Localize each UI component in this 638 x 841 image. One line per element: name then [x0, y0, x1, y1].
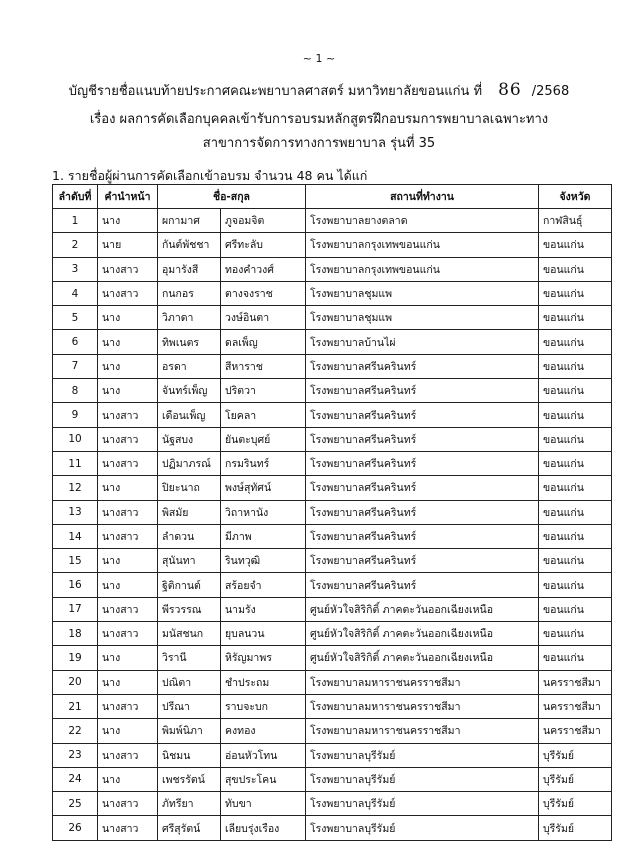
section-heading: 1. รายชื่อผู้ผ่านการคัดเลือกเข้าอบรม จำนวน 48 คน ได้แก่: [52, 168, 368, 183]
announcement-number: 86: [498, 80, 522, 100]
cell-prefix: นางสาว: [98, 403, 158, 427]
table-row: [53, 622, 612, 646]
table-row: [53, 379, 612, 403]
cell-province: ขอนแก่น: [539, 500, 612, 524]
cell-no: 5: [53, 306, 98, 330]
cell-no: 4: [53, 281, 98, 305]
cell-first-name: พีรวรรณ: [158, 597, 221, 621]
table-row: [53, 451, 612, 475]
cell-prefix: นางสาว: [98, 622, 158, 646]
table-row: [53, 573, 612, 597]
cell-first-name: ปฏิมาภรณ์: [158, 451, 221, 475]
cell-last-name: สุขประโคน: [221, 767, 306, 791]
cell-first-name: กนกอร: [158, 281, 221, 305]
table-body: [53, 209, 612, 841]
cell-first-name: พิมพ์นิภา: [158, 719, 221, 743]
cell-first-name: นิชมน: [158, 743, 221, 767]
cell-province: บุรีรัมย์: [539, 792, 612, 816]
cell-no: 13: [53, 500, 98, 524]
cell-prefix: นางสาว: [98, 500, 158, 524]
cell-last-name: มีภาพ: [221, 524, 306, 548]
cell-first-name: ลำดวน: [158, 524, 221, 548]
cell-prefix: นาง: [98, 354, 158, 378]
cell-workplace: โรงพยาบาลศรีนครินทร์: [306, 403, 539, 427]
cell-prefix: นาง: [98, 719, 158, 743]
cell-no: 21: [53, 694, 98, 718]
cell-last-name: วิถาหานัง: [221, 500, 306, 524]
cell-no: 8: [53, 379, 98, 403]
cell-no: 1: [53, 209, 98, 233]
table-row: [53, 354, 612, 378]
cell-no: 19: [53, 646, 98, 670]
cell-province: ขอนแก่น: [539, 646, 612, 670]
cell-province: ขอนแก่น: [539, 573, 612, 597]
cell-last-name: ทับขา: [221, 792, 306, 816]
table-row: [53, 306, 612, 330]
cell-first-name: วิภาดา: [158, 306, 221, 330]
cell-first-name: วิรานี: [158, 646, 221, 670]
cell-prefix: นาง: [98, 549, 158, 573]
header-no: ลำดับที่: [53, 185, 98, 209]
table-header-row: [53, 185, 612, 209]
cell-last-name: ชำประถม: [221, 670, 306, 694]
table-row: [53, 743, 612, 767]
cell-first-name: ปรีณา: [158, 694, 221, 718]
cell-first-name: ฐิติกานต์: [158, 573, 221, 597]
cell-workplace: โรงพยาบาลศรีนครินทร์: [306, 476, 539, 500]
cell-workplace: โรงพยาบาลมหาราชนครราชสีมา: [306, 694, 539, 718]
cell-province: นครราชสีมา: [539, 694, 612, 718]
cell-last-name: ทองคำวงศ์: [221, 257, 306, 281]
cell-workplace: โรงพยาบาลศรีนครินทร์: [306, 427, 539, 451]
cell-province: ขอนแก่น: [539, 379, 612, 403]
table-row: [53, 500, 612, 524]
title-line-3: สาขาการจัดการทางการพยาบาล รุ่นที่ 35: [202, 136, 436, 151]
cell-no: 7: [53, 354, 98, 378]
cell-workplace: ศูนย์หัวใจสิริกิติ์ ภาคตะวันออกเฉียงเหนือ: [306, 597, 539, 621]
cell-workplace: โรงพยาบาลมหาราชนครราชสีมา: [306, 719, 539, 743]
cell-first-name: อุมารังสี: [158, 257, 221, 281]
cell-last-name: โยคลา: [221, 403, 306, 427]
table-row: [53, 257, 612, 281]
cell-last-name: กรมรินทร์: [221, 451, 306, 475]
cell-last-name: ดลเพ็ญ: [221, 330, 306, 354]
cell-prefix: นางสาว: [98, 257, 158, 281]
roster-table: [52, 184, 612, 841]
cell-prefix: นางสาว: [98, 792, 158, 816]
cell-no: 26: [53, 816, 98, 840]
cell-no: 24: [53, 767, 98, 791]
cell-last-name: สร้อยจำ: [221, 573, 306, 597]
cell-last-name: รินทวุฒิ: [221, 549, 306, 573]
cell-last-name: หิรัญมาพร: [221, 646, 306, 670]
cell-first-name: ทิพเนตร: [158, 330, 221, 354]
cell-last-name: พงษ์สุทัศน์: [221, 476, 306, 500]
cell-workplace: โรงพยาบาลบุรีรัมย์: [306, 743, 539, 767]
table-row: [53, 330, 612, 354]
cell-prefix: นาย: [98, 233, 158, 257]
table-row: [53, 719, 612, 743]
cell-province: นครราชสีมา: [539, 670, 612, 694]
cell-province: ขอนแก่น: [539, 549, 612, 573]
cell-last-name: ยันตะบุศย์: [221, 427, 306, 451]
cell-workplace: โรงพยาบาลศรีนครินทร์: [306, 500, 539, 524]
cell-province: ขอนแก่น: [539, 403, 612, 427]
table-row: [53, 694, 612, 718]
cell-last-name: นามรัง: [221, 597, 306, 621]
table-row: [53, 209, 612, 233]
cell-prefix: นาง: [98, 646, 158, 670]
cell-province: ขอนแก่น: [539, 476, 612, 500]
cell-no: 23: [53, 743, 98, 767]
cell-last-name: คงทอง: [221, 719, 306, 743]
header-workplace: สถานที่ทำงาน: [306, 185, 539, 209]
table-row: [53, 597, 612, 621]
table-row: [53, 403, 612, 427]
cell-last-name: สีหาราช: [221, 354, 306, 378]
cell-workplace: โรงพยาบาลยางตลาด: [306, 209, 539, 233]
table-row: [53, 524, 612, 548]
cell-province: ขอนแก่น: [539, 281, 612, 305]
table-row: [53, 476, 612, 500]
cell-workplace: โรงพยาบาลกรุงเทพขอนแก่น: [306, 257, 539, 281]
cell-no: 16: [53, 573, 98, 597]
title-line-2: เรื่อง ผลการคัดเลือกบุคคลเข้ารับการอบรมหลักสูตรฝึกอบรมการพยาบาลเฉพาะทาง: [89, 112, 549, 127]
cell-no: 2: [53, 233, 98, 257]
cell-prefix: นาง: [98, 573, 158, 597]
cell-prefix: นาง: [98, 330, 158, 354]
cell-first-name: ภัทรียา: [158, 792, 221, 816]
cell-no: 20: [53, 670, 98, 694]
cell-prefix: นาง: [98, 209, 158, 233]
cell-workplace: โรงพยาบาลศรีนครินทร์: [306, 524, 539, 548]
cell-no: 25: [53, 792, 98, 816]
cell-workplace: โรงพยาบาลบุรีรัมย์: [306, 767, 539, 791]
cell-first-name: ศรีสุรัตน์: [158, 816, 221, 840]
cell-no: 11: [53, 451, 98, 475]
cell-province: ขอนแก่น: [539, 524, 612, 548]
cell-province: กาฬสินธุ์: [539, 209, 612, 233]
cell-province: ขอนแก่น: [539, 427, 612, 451]
cell-no: 12: [53, 476, 98, 500]
cell-no: 14: [53, 524, 98, 548]
cell-province: ขอนแก่น: [539, 330, 612, 354]
cell-first-name: ผกามาศ: [158, 209, 221, 233]
cell-no: 9: [53, 403, 98, 427]
cell-province: ขอนแก่น: [539, 257, 612, 281]
cell-first-name: อรดา: [158, 354, 221, 378]
cell-province: ขอนแก่น: [539, 233, 612, 257]
cell-no: 18: [53, 622, 98, 646]
cell-workplace: โรงพยาบาลศรีนครินทร์: [306, 451, 539, 475]
header-prefix: คำนำหน้า: [98, 185, 158, 209]
cell-province: บุรีรัมย์: [539, 767, 612, 791]
cell-no: 10: [53, 427, 98, 451]
cell-last-name: ยุบลนวน: [221, 622, 306, 646]
cell-no: 15: [53, 549, 98, 573]
cell-no: 17: [53, 597, 98, 621]
cell-first-name: มนัสชนก: [158, 622, 221, 646]
cell-prefix: นาง: [98, 670, 158, 694]
table-row: [53, 233, 612, 257]
cell-no: 3: [53, 257, 98, 281]
cell-prefix: นางสาว: [98, 743, 158, 767]
cell-prefix: นางสาว: [98, 451, 158, 475]
cell-province: ขอนแก่น: [539, 354, 612, 378]
cell-last-name: อ่อนหัวโทน: [221, 743, 306, 767]
table-row: [53, 792, 612, 816]
cell-province: บุรีรัมย์: [539, 816, 612, 840]
cell-workplace: โรงพยาบาลบ้านไผ่: [306, 330, 539, 354]
header-name: ชื่อ-สกุล: [158, 185, 306, 209]
cell-last-name: เลียบรุ่งเรือง: [221, 816, 306, 840]
cell-prefix: นางสาว: [98, 816, 158, 840]
cell-prefix: นางสาว: [98, 427, 158, 451]
cell-province: ขอนแก่น: [539, 306, 612, 330]
cell-workplace: โรงพยาบาลชุมแพ: [306, 306, 539, 330]
cell-last-name: ศรีทะลับ: [221, 233, 306, 257]
cell-first-name: ปิยะนาถ: [158, 476, 221, 500]
cell-prefix: นาง: [98, 306, 158, 330]
table-row: [53, 767, 612, 791]
cell-province: ขอนแก่น: [539, 451, 612, 475]
cell-last-name: วงษ์อินตา: [221, 306, 306, 330]
cell-province: ขอนแก่น: [539, 622, 612, 646]
cell-workplace: โรงพยาบาลกรุงเทพขอนแก่น: [306, 233, 539, 257]
cell-workplace: โรงพยาบาลชุมแพ: [306, 281, 539, 305]
page-number: ~ 1 ~: [302, 52, 336, 65]
table-row: [53, 427, 612, 451]
announcement-reference: [488, 82, 569, 100]
cell-prefix: นาง: [98, 476, 158, 500]
cell-first-name: พิสมัย: [158, 500, 221, 524]
cell-last-name: ปริตวา: [221, 379, 306, 403]
cell-workplace: โรงพยาบาลมหาราชนครราชสีมา: [306, 670, 539, 694]
cell-prefix: นางสาว: [98, 597, 158, 621]
cell-workplace: โรงพยาบาลบุรีรัมย์: [306, 816, 539, 840]
document-title: [0, 82, 638, 100]
cell-first-name: จันทร์เพ็ญ: [158, 379, 221, 403]
title-line-1: บัญชีรายชื่อแนบท้ายประกาศคณะพยาบาลศาสตร์ มหาวิทยาลัยขอนแก่น ที่: [68, 84, 483, 99]
cell-prefix: นางสาว: [98, 524, 158, 548]
cell-first-name: สุนันทา: [158, 549, 221, 573]
table-row: [53, 670, 612, 694]
announcement-year: /2568: [531, 84, 570, 99]
cell-first-name: เดือนเพ็ญ: [158, 403, 221, 427]
cell-workplace: โรงพยาบาลศรีนครินทร์: [306, 573, 539, 597]
cell-no: 6: [53, 330, 98, 354]
table-row: [53, 646, 612, 670]
cell-workplace: ศูนย์หัวใจสิริกิติ์ ภาคตะวันออกเฉียงเหนือ: [306, 622, 539, 646]
cell-province: บุรีรัมย์: [539, 743, 612, 767]
cell-province: ขอนแก่น: [539, 597, 612, 621]
cell-workplace: โรงพยาบาลศรีนครินทร์: [306, 549, 539, 573]
header-province: จังหวัด: [539, 185, 612, 209]
cell-first-name: กันต์พัชชา: [158, 233, 221, 257]
cell-no: 22: [53, 719, 98, 743]
cell-province: นครราชสีมา: [539, 719, 612, 743]
cell-first-name: เพชรรัตน์: [158, 767, 221, 791]
cell-prefix: นางสาว: [98, 281, 158, 305]
cell-last-name: ตางจงราช: [221, 281, 306, 305]
cell-first-name: ปณิตา: [158, 670, 221, 694]
cell-prefix: นาง: [98, 379, 158, 403]
cell-prefix: นางสาว: [98, 694, 158, 718]
table-row: [53, 549, 612, 573]
cell-workplace: โรงพยาบาลศรีนครินทร์: [306, 354, 539, 378]
cell-last-name: ภูจอมจิต: [221, 209, 306, 233]
cell-workplace: โรงพยาบาลศรีนครินทร์: [306, 379, 539, 403]
table-row: [53, 281, 612, 305]
cell-workplace: โรงพยาบาลบุรีรัมย์: [306, 792, 539, 816]
cell-workplace: ศูนย์หัวใจสิริกิติ์ ภาคตะวันออกเฉียงเหนือ: [306, 646, 539, 670]
cell-last-name: ราบจะบก: [221, 694, 306, 718]
cell-first-name: นัฐสบง: [158, 427, 221, 451]
cell-prefix: นาง: [98, 767, 158, 791]
